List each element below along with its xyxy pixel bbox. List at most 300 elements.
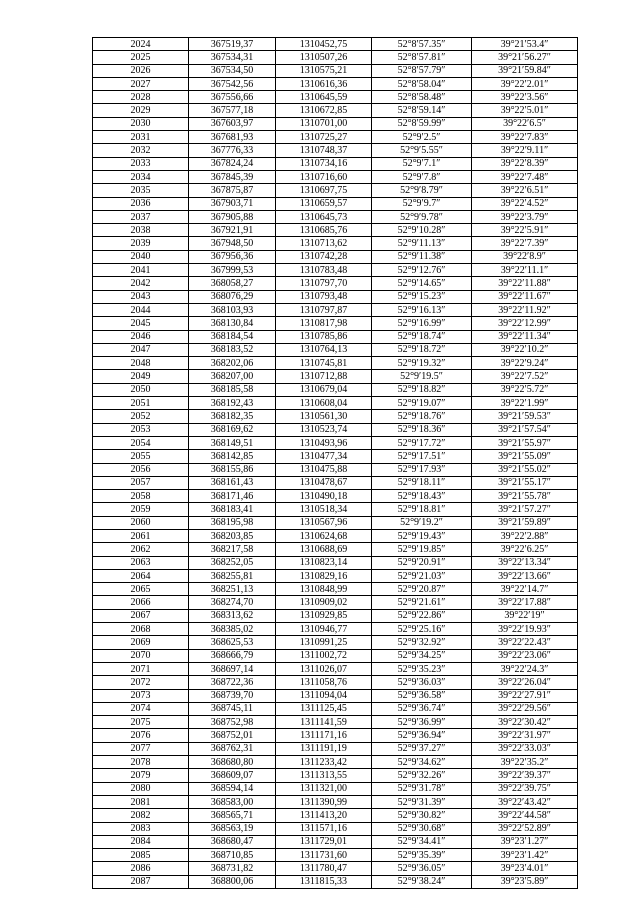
latitude-cell: 52°9′32.26″ <box>372 769 472 782</box>
latitude-cell: 52°9′2.5″ <box>372 131 472 144</box>
table-row <box>93 343 578 356</box>
x-coordinate-cell: 368184,54 <box>189 330 276 343</box>
latitude-cell: 52°9′19.43″ <box>372 529 472 542</box>
latitude-cell: 52°9′18.72″ <box>372 343 472 356</box>
longitude-cell: 39°22′11.67″ <box>472 290 578 303</box>
x-coordinate-cell: 367577,18 <box>189 104 276 117</box>
table-row <box>93 423 578 436</box>
y-coordinate-cell: 1310817,98 <box>276 317 372 330</box>
longitude-cell: 39°23′1.42″ <box>472 849 578 862</box>
y-coordinate-cell: 1310793,48 <box>276 290 372 303</box>
x-coordinate-cell: 367921,91 <box>189 224 276 237</box>
x-coordinate-cell: 368169,62 <box>189 423 276 436</box>
point-number-cell: 2056 <box>93 463 189 476</box>
latitude-cell: 52°9′9.7″ <box>372 197 472 210</box>
point-number-cell: 2075 <box>93 716 189 729</box>
longitude-cell: 39°21′55.09″ <box>472 450 578 463</box>
y-coordinate-cell: 1311171,16 <box>276 729 372 742</box>
table-row <box>93 476 578 489</box>
point-number-cell: 2058 <box>93 490 189 503</box>
latitude-cell: 52°8′57.35″ <box>372 38 472 51</box>
point-number-cell: 2059 <box>93 503 189 516</box>
longitude-cell: 39°22′11.92″ <box>472 303 578 316</box>
y-coordinate-cell: 1311026,07 <box>276 662 372 675</box>
table-row <box>93 490 578 503</box>
longitude-cell: 39°21′57.54″ <box>472 423 578 436</box>
longitude-cell: 39°22′24.3″ <box>472 662 578 675</box>
table-row <box>93 875 578 888</box>
table-row <box>93 64 578 77</box>
point-number-cell: 2037 <box>93 210 189 223</box>
table-row <box>93 131 578 144</box>
longitude-cell: 39°22′30.42″ <box>472 716 578 729</box>
point-number-cell: 2072 <box>93 676 189 689</box>
table-row <box>93 543 578 556</box>
longitude-cell: 39°22′23.06″ <box>472 649 578 662</box>
table-row <box>93 529 578 542</box>
table-row <box>93 330 578 343</box>
table-row <box>93 849 578 862</box>
y-coordinate-cell: 1310748,37 <box>276 144 372 157</box>
point-number-cell: 2065 <box>93 583 189 596</box>
latitude-cell: 52°9′16.13″ <box>372 303 472 316</box>
x-coordinate-cell: 368313,62 <box>189 609 276 622</box>
table-row <box>93 583 578 596</box>
table-row <box>93 649 578 662</box>
latitude-cell: 52°8′58.48″ <box>372 91 472 104</box>
latitude-cell: 52°9′36.03″ <box>372 676 472 689</box>
y-coordinate-cell: 1310785,86 <box>276 330 372 343</box>
table-row <box>93 756 578 769</box>
y-coordinate-cell: 1310475,88 <box>276 463 372 476</box>
x-coordinate-cell: 368800,06 <box>189 875 276 888</box>
y-coordinate-cell: 1310561,30 <box>276 410 372 423</box>
point-number-cell: 2083 <box>93 822 189 835</box>
latitude-cell: 52°9′38.24″ <box>372 875 472 888</box>
point-number-cell: 2080 <box>93 782 189 795</box>
latitude-cell: 52°9′18.43″ <box>372 490 472 503</box>
longitude-cell: 39°22′22.43″ <box>472 636 578 649</box>
x-coordinate-cell: 368207,00 <box>189 370 276 383</box>
longitude-cell: 39°22′7.48″ <box>472 170 578 183</box>
point-number-cell: 2048 <box>93 357 189 370</box>
table-row <box>93 662 578 675</box>
table-row <box>93 197 578 210</box>
y-coordinate-cell: 1310452,75 <box>276 38 372 51</box>
longitude-cell: 39°22′35.2″ <box>472 756 578 769</box>
point-number-cell: 2050 <box>93 383 189 396</box>
table-row <box>93 742 578 755</box>
y-coordinate-cell: 1310742,28 <box>276 250 372 263</box>
table-row <box>93 769 578 782</box>
longitude-cell: 39°22′26.04″ <box>472 676 578 689</box>
point-number-cell: 2031 <box>93 131 189 144</box>
y-coordinate-cell: 1310745,81 <box>276 357 372 370</box>
latitude-cell: 52°9′34.62″ <box>372 756 472 769</box>
table-row <box>93 862 578 875</box>
latitude-cell: 52°9′19.5″ <box>372 370 472 383</box>
y-coordinate-cell: 1310716,60 <box>276 170 372 183</box>
x-coordinate-cell: 368195,98 <box>189 516 276 529</box>
x-coordinate-cell: 367824,24 <box>189 157 276 170</box>
longitude-cell: 39°22′1.99″ <box>472 397 578 410</box>
y-coordinate-cell: 1310712,88 <box>276 370 372 383</box>
longitude-cell: 39°22′2.88″ <box>472 529 578 542</box>
y-coordinate-cell: 1311729,01 <box>276 835 372 848</box>
x-coordinate-cell: 368745,11 <box>189 702 276 715</box>
longitude-cell: 39°22′6.51″ <box>472 184 578 197</box>
point-number-cell: 2027 <box>93 77 189 90</box>
longitude-cell: 39°21′59.89″ <box>472 516 578 529</box>
x-coordinate-cell: 368185,58 <box>189 383 276 396</box>
point-number-cell: 2060 <box>93 516 189 529</box>
point-number-cell: 2057 <box>93 476 189 489</box>
y-coordinate-cell: 1311141,59 <box>276 716 372 729</box>
longitude-cell: 39°22′12.99″ <box>472 317 578 330</box>
point-number-cell: 2032 <box>93 144 189 157</box>
table-row <box>93 436 578 449</box>
y-coordinate-cell: 1310659,57 <box>276 197 372 210</box>
y-coordinate-cell: 1310616,36 <box>276 77 372 90</box>
table-row <box>93 822 578 835</box>
x-coordinate-cell: 368625,53 <box>189 636 276 649</box>
point-number-cell: 2053 <box>93 423 189 436</box>
longitude-cell: 39°22′5.01″ <box>472 104 578 117</box>
y-coordinate-cell: 1310783,48 <box>276 264 372 277</box>
y-coordinate-cell: 1310478,67 <box>276 476 372 489</box>
table-row <box>93 290 578 303</box>
table-row <box>93 91 578 104</box>
latitude-cell: 52°9′19.2″ <box>372 516 472 529</box>
point-number-cell: 2087 <box>93 875 189 888</box>
x-coordinate-cell: 368255,81 <box>189 569 276 582</box>
latitude-cell: 52°9′19.32″ <box>372 357 472 370</box>
longitude-cell: 39°21′59.84″ <box>472 64 578 77</box>
longitude-cell: 39°23′4.01″ <box>472 862 578 875</box>
longitude-cell: 39°22′3.56″ <box>472 91 578 104</box>
y-coordinate-cell: 1310734,16 <box>276 157 372 170</box>
latitude-cell: 52°9′16.99″ <box>372 317 472 330</box>
point-number-cell: 2071 <box>93 662 189 675</box>
table-row <box>93 184 578 197</box>
y-coordinate-cell: 1310608,04 <box>276 397 372 410</box>
longitude-cell: 39°22′19″ <box>472 609 578 622</box>
x-coordinate-cell: 367948,50 <box>189 237 276 250</box>
latitude-cell: 52°9′12.76″ <box>372 264 472 277</box>
table-row <box>93 569 578 582</box>
point-number-cell: 2066 <box>93 596 189 609</box>
point-number-cell: 2081 <box>93 795 189 808</box>
table-row <box>93 556 578 569</box>
latitude-cell: 52°9′17.51″ <box>372 450 472 463</box>
latitude-cell: 52°9′10.28″ <box>372 224 472 237</box>
table-row <box>93 104 578 117</box>
longitude-cell: 39°22′8.9″ <box>472 250 578 263</box>
table-row <box>93 383 578 396</box>
x-coordinate-cell: 368192,43 <box>189 397 276 410</box>
x-coordinate-cell: 367875,87 <box>189 184 276 197</box>
table-row <box>93 264 578 277</box>
longitude-cell: 39°22′33.03″ <box>472 742 578 755</box>
table-row <box>93 463 578 476</box>
latitude-cell: 52°9′36.05″ <box>372 862 472 875</box>
latitude-cell: 52°9′8.79″ <box>372 184 472 197</box>
x-coordinate-cell: 368182,35 <box>189 410 276 423</box>
latitude-cell: 52°8′57.79″ <box>372 64 472 77</box>
point-number-cell: 2040 <box>93 250 189 263</box>
table-row <box>93 224 578 237</box>
y-coordinate-cell: 1311390,99 <box>276 795 372 808</box>
latitude-cell: 52°9′18.82″ <box>372 383 472 396</box>
y-coordinate-cell: 1310688,69 <box>276 543 372 556</box>
latitude-cell: 52°9′9.78″ <box>372 210 472 223</box>
longitude-cell: 39°22′4.52″ <box>472 197 578 210</box>
point-number-cell: 2076 <box>93 729 189 742</box>
point-number-cell: 2047 <box>93 343 189 356</box>
table-row <box>93 303 578 316</box>
latitude-cell: 52°9′21.61″ <box>372 596 472 609</box>
x-coordinate-cell: 367956,36 <box>189 250 276 263</box>
latitude-cell: 52°9′7.1″ <box>372 157 472 170</box>
x-coordinate-cell: 368203,85 <box>189 529 276 542</box>
latitude-cell: 52°9′17.93″ <box>372 463 472 476</box>
point-number-cell: 2035 <box>93 184 189 197</box>
longitude-cell: 39°23′1.27″ <box>472 835 578 848</box>
y-coordinate-cell: 1310797,87 <box>276 303 372 316</box>
latitude-cell: 52°9′18.76″ <box>372 410 472 423</box>
y-coordinate-cell: 1310493,96 <box>276 436 372 449</box>
latitude-cell: 52°9′30.68″ <box>372 822 472 835</box>
x-coordinate-cell: 368217,58 <box>189 543 276 556</box>
point-number-cell: 2029 <box>93 104 189 117</box>
y-coordinate-cell: 1310518,34 <box>276 503 372 516</box>
x-coordinate-cell: 368171,46 <box>189 490 276 503</box>
latitude-cell: 52°9′20.91″ <box>372 556 472 569</box>
table-row <box>93 237 578 250</box>
longitude-cell: 39°22′27.91″ <box>472 689 578 702</box>
x-coordinate-cell: 367776,33 <box>189 144 276 157</box>
latitude-cell: 52°8′57.81″ <box>372 51 472 64</box>
x-coordinate-cell: 368385,02 <box>189 623 276 636</box>
point-number-cell: 2067 <box>93 609 189 622</box>
latitude-cell: 52°9′36.94″ <box>372 729 472 742</box>
x-coordinate-cell: 368130,84 <box>189 317 276 330</box>
table-row <box>93 729 578 742</box>
longitude-cell: 39°22′39.75″ <box>472 782 578 795</box>
point-number-cell: 2077 <box>93 742 189 755</box>
latitude-cell: 52°8′59.14″ <box>372 104 472 117</box>
y-coordinate-cell: 1310764,13 <box>276 343 372 356</box>
x-coordinate-cell: 367903,71 <box>189 197 276 210</box>
x-coordinate-cell: 368183,41 <box>189 503 276 516</box>
x-coordinate-cell: 368722,36 <box>189 676 276 689</box>
latitude-cell: 52°9′36.99″ <box>372 716 472 729</box>
point-number-cell: 2041 <box>93 264 189 277</box>
x-coordinate-cell: 367519,37 <box>189 38 276 51</box>
x-coordinate-cell: 367845,39 <box>189 170 276 183</box>
longitude-cell: 39°22′5.72″ <box>472 383 578 396</box>
x-coordinate-cell: 368739,70 <box>189 689 276 702</box>
longitude-cell: 39°22′11.1″ <box>472 264 578 277</box>
latitude-cell: 52°9′35.23″ <box>372 662 472 675</box>
table-row <box>93 77 578 90</box>
longitude-cell: 39°21′57.27″ <box>472 503 578 516</box>
longitude-cell: 39°21′55.02″ <box>472 463 578 476</box>
y-coordinate-cell: 1311321,00 <box>276 782 372 795</box>
table-row <box>93 716 578 729</box>
latitude-cell: 52°9′35.39″ <box>372 849 472 862</box>
table-row <box>93 795 578 808</box>
x-coordinate-cell: 367534,50 <box>189 64 276 77</box>
y-coordinate-cell: 1311125,45 <box>276 702 372 715</box>
table-row <box>93 676 578 689</box>
longitude-cell: 39°21′53.4″ <box>472 38 578 51</box>
latitude-cell: 52°9′32.92″ <box>372 636 472 649</box>
latitude-cell: 52°9′19.85″ <box>372 543 472 556</box>
point-number-cell: 2030 <box>93 117 189 130</box>
coordinates-table-body <box>93 38 578 889</box>
point-number-cell: 2062 <box>93 543 189 556</box>
longitude-cell: 39°22′3.79″ <box>472 210 578 223</box>
y-coordinate-cell: 1311731,60 <box>276 849 372 862</box>
latitude-cell: 52°9′21.03″ <box>372 569 472 582</box>
latitude-cell: 52°8′58.04″ <box>372 77 472 90</box>
y-coordinate-cell: 1310624,68 <box>276 529 372 542</box>
x-coordinate-cell: 368594,14 <box>189 782 276 795</box>
x-coordinate-cell: 368251,13 <box>189 583 276 596</box>
x-coordinate-cell: 368697,14 <box>189 662 276 675</box>
longitude-cell: 39°22′7.52″ <box>472 370 578 383</box>
x-coordinate-cell: 368202,06 <box>189 357 276 370</box>
table-row <box>93 170 578 183</box>
point-number-cell: 2063 <box>93 556 189 569</box>
table-row <box>93 702 578 715</box>
x-coordinate-cell: 368103,93 <box>189 303 276 316</box>
longitude-cell: 39°22′5.91″ <box>472 224 578 237</box>
latitude-cell: 52°9′18.11″ <box>372 476 472 489</box>
longitude-cell: 39°22′9.11″ <box>472 144 578 157</box>
point-number-cell: 2052 <box>93 410 189 423</box>
table-row <box>93 609 578 622</box>
point-number-cell: 2028 <box>93 91 189 104</box>
table-row <box>93 689 578 702</box>
longitude-cell: 39°23′5.89″ <box>472 875 578 888</box>
longitude-cell: 39°22′11.88″ <box>472 277 578 290</box>
longitude-cell: 39°21′56.27″ <box>472 51 578 64</box>
longitude-cell: 39°22′6.25″ <box>472 543 578 556</box>
longitude-cell: 39°22′43.42″ <box>472 795 578 808</box>
y-coordinate-cell: 1310575,21 <box>276 64 372 77</box>
y-coordinate-cell: 1310477,34 <box>276 450 372 463</box>
longitude-cell: 39°22′10.2″ <box>472 343 578 356</box>
x-coordinate-cell: 368680,80 <box>189 756 276 769</box>
table-row <box>93 623 578 636</box>
y-coordinate-cell: 1311094,04 <box>276 689 372 702</box>
table-row <box>93 317 578 330</box>
longitude-cell: 39°22′7.83″ <box>472 131 578 144</box>
y-coordinate-cell: 1310697,75 <box>276 184 372 197</box>
table-row <box>93 835 578 848</box>
longitude-cell: 39°22′44.58″ <box>472 809 578 822</box>
y-coordinate-cell: 1311313,55 <box>276 769 372 782</box>
table-row <box>93 51 578 64</box>
point-number-cell: 2082 <box>93 809 189 822</box>
point-number-cell: 2049 <box>93 370 189 383</box>
latitude-cell: 52°9′36.58″ <box>372 689 472 702</box>
x-coordinate-cell: 368752,01 <box>189 729 276 742</box>
table-row <box>93 397 578 410</box>
longitude-cell: 39°22′6.5″ <box>472 117 578 130</box>
table-row <box>93 410 578 423</box>
y-coordinate-cell: 1310567,96 <box>276 516 372 529</box>
latitude-cell: 52°9′31.39″ <box>372 795 472 808</box>
point-number-cell: 2026 <box>93 64 189 77</box>
longitude-cell: 39°22′13.34″ <box>472 556 578 569</box>
x-coordinate-cell: 367542,56 <box>189 77 276 90</box>
x-coordinate-cell: 367534,31 <box>189 51 276 64</box>
x-coordinate-cell: 368076,29 <box>189 290 276 303</box>
table-row <box>93 210 578 223</box>
latitude-cell: 52°9′18.74″ <box>372 330 472 343</box>
longitude-cell: 39°22′17.88″ <box>472 596 578 609</box>
y-coordinate-cell: 1310725,27 <box>276 131 372 144</box>
y-coordinate-cell: 1311571,16 <box>276 822 372 835</box>
x-coordinate-cell: 368252,05 <box>189 556 276 569</box>
longitude-cell: 39°22′9.24″ <box>472 357 578 370</box>
x-coordinate-cell: 367999,53 <box>189 264 276 277</box>
table-row <box>93 38 578 51</box>
latitude-cell: 52°9′37.27″ <box>372 742 472 755</box>
longitude-cell: 39°21′55.17″ <box>472 476 578 489</box>
y-coordinate-cell: 1310701,00 <box>276 117 372 130</box>
x-coordinate-cell: 368563,19 <box>189 822 276 835</box>
latitude-cell: 52°9′11.13″ <box>372 237 472 250</box>
table-row <box>93 596 578 609</box>
table-row <box>93 277 578 290</box>
x-coordinate-cell: 368752,98 <box>189 716 276 729</box>
x-coordinate-cell: 367681,93 <box>189 131 276 144</box>
y-coordinate-cell: 1310909,02 <box>276 596 372 609</box>
point-number-cell: 2078 <box>93 756 189 769</box>
latitude-cell: 52°9′11.38″ <box>372 250 472 263</box>
longitude-cell: 39°22′29.56″ <box>472 702 578 715</box>
table-row <box>93 250 578 263</box>
x-coordinate-cell: 368161,43 <box>189 476 276 489</box>
x-coordinate-cell: 368149,51 <box>189 436 276 449</box>
x-coordinate-cell: 368680,47 <box>189 835 276 848</box>
point-number-cell: 2039 <box>93 237 189 250</box>
y-coordinate-cell: 1311780,47 <box>276 862 372 875</box>
x-coordinate-cell: 368565,71 <box>189 809 276 822</box>
point-number-cell: 2061 <box>93 529 189 542</box>
latitude-cell: 52°9′18.81″ <box>372 503 472 516</box>
x-coordinate-cell: 368058,27 <box>189 277 276 290</box>
longitude-cell: 39°22′2.01″ <box>472 77 578 90</box>
latitude-cell: 52°9′18.36″ <box>372 423 472 436</box>
point-number-cell: 2068 <box>93 623 189 636</box>
point-number-cell: 2046 <box>93 330 189 343</box>
point-number-cell: 2036 <box>93 197 189 210</box>
longitude-cell: 39°22′8.39″ <box>472 157 578 170</box>
latitude-cell: 52°9′34.25″ <box>372 649 472 662</box>
point-number-cell: 2073 <box>93 689 189 702</box>
point-number-cell: 2042 <box>93 277 189 290</box>
point-number-cell: 2045 <box>93 317 189 330</box>
y-coordinate-cell: 1310946,77 <box>276 623 372 636</box>
table-row <box>93 503 578 516</box>
y-coordinate-cell: 1310672,85 <box>276 104 372 117</box>
point-number-cell: 2024 <box>93 38 189 51</box>
